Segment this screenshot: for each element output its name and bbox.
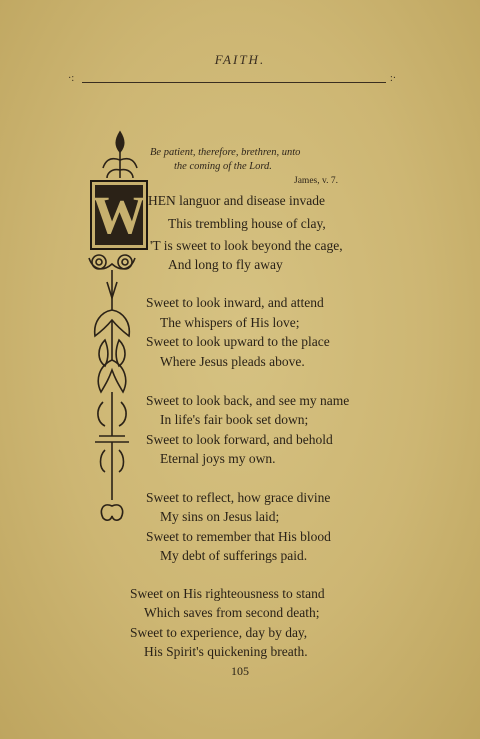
stanza-1-line-1: HEN languor and disease invade: [148, 193, 325, 208]
stanza-5-line-1: Sweet on His righteousness to stand: [130, 586, 325, 601]
stanza-1-line-3: 'T is sweet to look beyond the cage,: [150, 238, 343, 253]
rule-left-ornament: ·:: [68, 73, 75, 84]
epigraph-line-2: the coming of the Lord.: [174, 161, 272, 172]
stanza-2-line-2: The whispers of His love;: [160, 315, 300, 330]
stanza-3-line-1: Sweet to look back, and see my name: [146, 393, 350, 408]
stanza-4-line-4: My debt of sufferings paid.: [160, 548, 308, 563]
stanza-3-line-3: Sweet to look forward, and behold: [146, 432, 333, 447]
drop-cap-initial: [90, 180, 148, 250]
epigraph-line-1: Be patient, therefore, brethren, unto: [150, 147, 301, 158]
stanza-5-line-4: His Spirit's quickening breath.: [144, 644, 308, 659]
stanza-1-line-4: And long to fly away: [168, 257, 283, 272]
epigraph-citation: James, v. 7.: [294, 176, 338, 186]
stanza-5-line-2: Which saves from second death;: [144, 605, 320, 620]
stanza-3-line-2: In life's fair book set down;: [160, 412, 309, 427]
drop-cap-letter: W: [92, 185, 146, 245]
stanza-1-line-2: This trembling house of clay,: [168, 216, 326, 231]
stanza-4-line-2: My sins on Jesus laid;: [160, 509, 280, 524]
page-number: 105: [231, 664, 249, 678]
stanza-2-line-4: Where Jesus pleads above.: [160, 354, 305, 369]
running-title: FAITH.: [214, 52, 266, 67]
stanza-4-line-1: Sweet to reflect, how grace divine: [146, 490, 331, 505]
epigraph: [150, 146, 350, 188]
stanza-3-line-4: Eternal joys my own.: [160, 451, 276, 466]
stanza-2-line-3: Sweet to look upward to the place: [146, 334, 330, 349]
stanza-5-line-3: Sweet to experience, day by day,: [130, 625, 308, 640]
stanza-4-line-3: Sweet to remember that His blood: [146, 529, 331, 544]
stanza-2-line-1: Sweet to look inward, and attend: [146, 295, 324, 310]
rule-right-ornament: :·: [390, 73, 397, 84]
header-rule: [82, 82, 386, 83]
